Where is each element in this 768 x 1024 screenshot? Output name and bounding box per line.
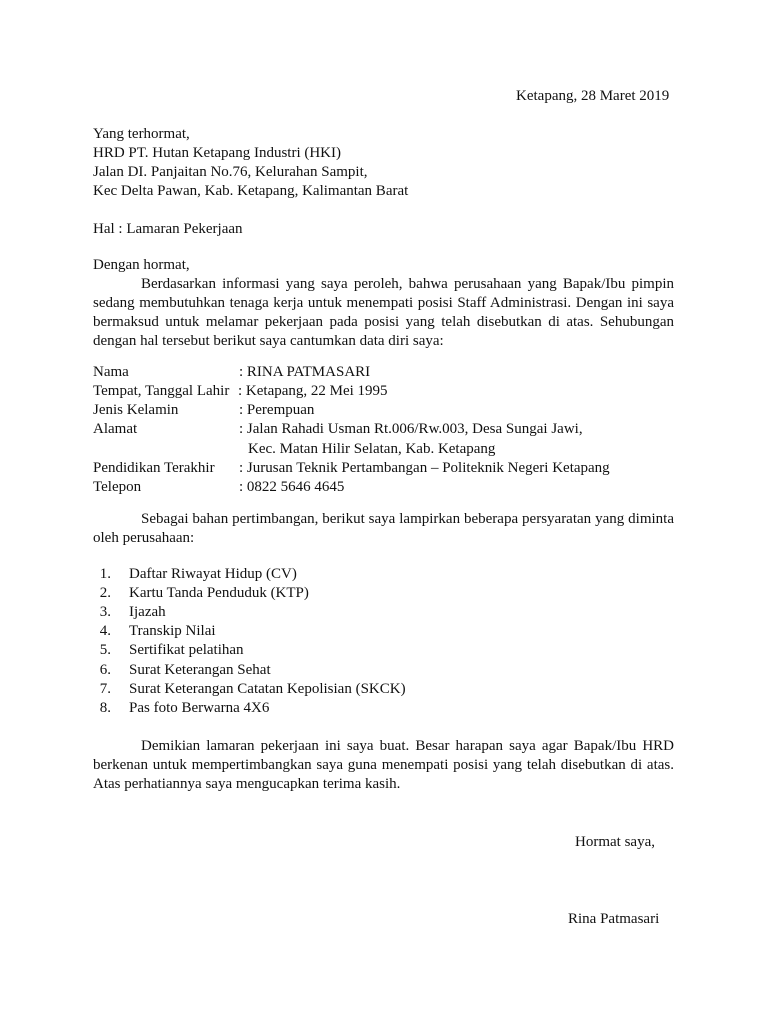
list-item: Kartu Tanda Penduduk (KTP) [129,585,309,601]
list-item: Sertifikat pelatihan [129,642,244,658]
list-item: Ijazah [129,604,166,620]
address-label: Alamat [93,421,138,437]
education-value: : Jurusan Teknik Pertambangan – Politeknik Negeri Ketapang [239,460,610,476]
education-label: Pendidikan Terakhir [93,460,215,476]
list-item: Daftar Riwayat Hidup (CV) [129,566,297,582]
list-item-number: 7. [99,681,111,697]
attachments-paragraph: Sebagai bahan pertimbangan, berikut saya lampirkan beberapa persyaratan yang diminta oleh perusahaan: [93,511,674,546]
list-item-number: 1. [99,566,111,582]
birth-value: : Ketapang, 22 Mei 1995 [238,383,388,399]
name-value: : RINA PATMASARI [239,364,371,380]
recipient-address-line2: Kec Delta Pawan, Kab. Ketapang, Kalimantan Barat [93,183,409,199]
gender-label: Jenis Kelamin [93,402,179,418]
recipient-salutation: Yang terhormat, [93,126,190,142]
letter-date: Ketapang, 28 Maret 2019 [516,88,670,104]
list-item-number: 3. [99,604,111,620]
phone-value: : 0822 5646 4645 [239,479,345,495]
phone-label: Telepon [93,479,142,495]
closing-paragraph: Demikian lamaran pekerjaan ini saya buat. Besar harapan saya agar Bapak/Ibu HRD berkenan untuk mempertimbangkan saya guna menempati posisi yang telah disebutkan di atas. Atas perhatiannya saya mengucapkan terima kasih. [93,738,674,792]
signoff: Hormat saya, [575,834,655,850]
signature-name: Rina Patmasari [568,911,660,927]
name-label: Nama [93,364,129,380]
recipient-company: HRD PT. Hutan Ketapang Industri (HKI) [93,145,342,161]
list-item-number: 4. [99,623,111,639]
address-value-line2: Kec. Matan Hilir Selatan, Kab. Ketapang [248,441,496,457]
letter-greeting: Dengan hormat, [93,257,190,273]
list-item: Transkip Nilai [129,623,216,639]
birth-label: Tempat, Tanggal Lahir [93,383,230,399]
list-item-number: 8. [99,700,111,716]
recipient-address-line1: Jalan DI. Panjaitan No.76, Kelurahan Sampit, [93,164,368,180]
list-item-number: 5. [99,642,111,658]
list-item-number: 2. [99,585,111,601]
list-item-number: 6. [99,662,111,678]
intro-paragraph: Berdasarkan informasi yang saya peroleh, bahwa perusahaan yang Bapak/Ibu pimpin sedang membutuhkan tenaga kerja untuk menempati posisi Staff Administrasi. Dengan ini saya bermaksud untuk melamar pekerjaan pada posisi yang telah disebutkan di atas. Sehubungan dengan hal tersebut berikut saya cantumkan data diri saya: [93,276,674,349]
address-value-line1: : Jalan Rahadi Usman Rt.006/Rw.003, Desa Sungai Jawi, [239,421,583,437]
gender-value: : Perempuan [239,402,315,418]
letter-subject: Hal : Lamaran Pekerjaan [93,221,243,237]
list-item: Surat Keterangan Catatan Kepolisian (SKCK) [129,681,406,697]
list-item: Pas foto Berwarna 4X6 [129,700,270,716]
list-item: Surat Keterangan Sehat [129,662,271,678]
